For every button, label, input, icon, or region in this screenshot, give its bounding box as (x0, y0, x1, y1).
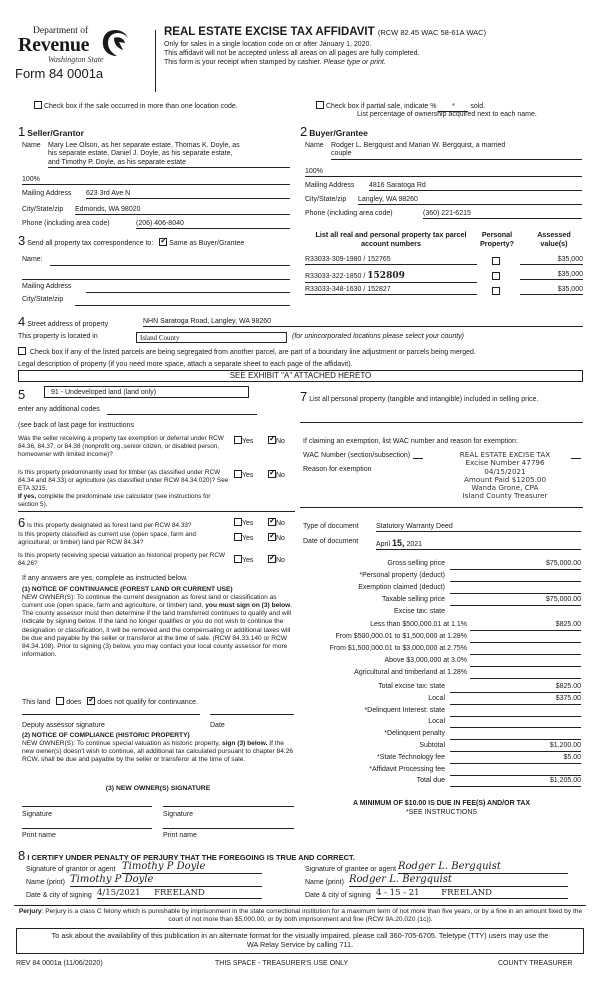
parcel-number: R33033-309-1980 / 152765 (305, 256, 391, 263)
deputy-signature-field[interactable] (22, 714, 200, 715)
legal-description-field[interactable]: SEE EXHIBIT "A" ATTACHED HERETO (18, 370, 583, 382)
buyer-heading-text: Buyer/Grantee (309, 128, 368, 138)
grantor-signature[interactable]: Timothy P Doyle (122, 861, 262, 874)
tax-row-label: From $1,500,000.01 to $3,000,000 at 2.75% (329, 645, 467, 652)
does-not-checkbox[interactable] (87, 697, 95, 705)
tax-row-label: Less than $500,000.01 at 1.1% (370, 621, 467, 628)
q5-no[interactable] (268, 555, 285, 565)
county-treasurer-label: COUNTY TREASURER (498, 960, 573, 967)
does-label: does (66, 699, 82, 706)
seller-heading (18, 124, 84, 140)
tax-row-label: Excise tax: state (394, 608, 445, 615)
tax-row-value[interactable] (450, 718, 581, 728)
tax-row-label: From $500,000.01 to $1,500,000 at 1.28% (335, 633, 467, 640)
stamp-line: REAL ESTATE EXCISE TAX (459, 450, 551, 459)
continuance-row (22, 697, 198, 707)
dor-logo-icon (100, 28, 130, 58)
tax-row-label: Agricultural and timberland at 1.28% (354, 669, 467, 676)
print-name-label-1: Print name (22, 832, 56, 839)
q4-yes[interactable] (234, 533, 253, 543)
correspondence-row (18, 233, 244, 249)
grantee-date-label: Date & city of signing (305, 892, 371, 899)
no-label: No (276, 472, 285, 479)
seller-phone-field[interactable]: (206) 406-8040 (136, 220, 290, 229)
buyer-name-field[interactable] (331, 142, 582, 160)
section-number-6: 6 (18, 515, 26, 530)
assessed-value-3[interactable]: $35,000 (520, 286, 583, 295)
multi-location-label: Check box if the sale occurred in more than one location code. (43, 103, 238, 110)
personal-property-header: Personal Property? (480, 230, 514, 248)
same-as-buyer-checkbox[interactable] (159, 238, 167, 246)
form-number: Form 84 0001a (15, 66, 104, 81)
wac-field-end (571, 458, 581, 459)
stamp-line: Wanda Grone, CPA (471, 483, 539, 493)
personal-checkbox-3[interactable] (492, 287, 500, 297)
doc-type-label: Type of document (303, 523, 359, 530)
stamp-line: Amount Paid $1205.00 (463, 474, 547, 484)
yes-label: Yes (242, 472, 254, 479)
doc-date-year: 2021 (406, 541, 423, 548)
personal-checkbox-2[interactable] (492, 272, 500, 282)
does-not-label: does not qualify for continuance. (97, 699, 198, 706)
q1-yes[interactable] (234, 436, 253, 446)
tax-row-label: Taxable selling price (381, 596, 445, 603)
q2-no[interactable] (268, 470, 285, 480)
q4-no[interactable] (268, 533, 285, 543)
county-note: (for unincorporated locations please select your county) (292, 333, 464, 340)
tax-row-label: Total excise tax: state (378, 683, 445, 690)
tax-row-value (450, 608, 581, 618)
personal-checkbox-1[interactable] (492, 257, 500, 267)
buyer-phone-label: Phone (including area code) (305, 210, 393, 217)
corr-name-field-2[interactable] (22, 270, 290, 280)
timber-question-text: Is this property predominantly used for timber (as classified under RCW 84.34 and 84.33) or agriculture (as classified under RCW 84.34.020)? See ETA 3215. (18, 469, 229, 492)
located-label: This property is located in (18, 333, 98, 340)
tax-row-label: Exemption claimed (deduct) (358, 584, 445, 591)
timber-if-yes: If yes, (18, 493, 37, 500)
grantor-date-field[interactable] (97, 888, 262, 899)
owner-signature-1[interactable] (22, 806, 152, 807)
notice1-text-b: . The county assessor must then determine if the land transferred continues to qualify and will indicate by signing below. If the land no longer qualifies or you do not wish to continue the designation or classification, it will be removed and the compensating or additional taxes will be due and payable by the seller or transferor at the time of sale. (RCW 84.33.140 or RCW 84.34.108). Prior to signing (3) below, you may contact your local county assessor for more information. (22, 602, 293, 658)
additional-codes-field[interactable] (107, 406, 257, 415)
grantee-city: FREELAND (441, 888, 492, 898)
buyer-city-field[interactable]: Langley, WA 98260 (358, 196, 582, 205)
owner-signature-2[interactable] (163, 806, 294, 807)
partial-sale-label: Check box if partial sale, indicate % (325, 103, 437, 110)
assessed-value-2[interactable]: $35,000 (520, 271, 583, 280)
notice-continuance (22, 586, 294, 659)
tax-row-label: *Affidavit Processing fee (369, 765, 445, 773)
tax-row-label: Total due (416, 777, 445, 785)
tax-row-value[interactable]: $1,200.00 (450, 742, 581, 752)
tax-row-label: Subtotal (419, 742, 445, 749)
seller-mailing-label: Mailing Address (22, 190, 72, 197)
notice1-text-a: NEW OWNER(S): To continue the current designation as forest land or classification as current use (open space, farm and agriculture, or timber) land, (22, 594, 277, 610)
segregated-checkbox[interactable] (18, 347, 26, 355)
tax-row-value[interactable] (450, 766, 581, 776)
deputy-signature-label: Deputy assessor signature (22, 722, 105, 729)
grantor-date-label: Date & city of signing (26, 892, 92, 899)
buyer-phone-field[interactable]: (360) 221-6215 (423, 210, 582, 219)
section-number-4: 4 (18, 314, 26, 329)
seller-phone-label: Phone (including area code) (22, 220, 110, 227)
section-number-8: 8 (18, 848, 26, 863)
corr-mailing-field[interactable] (86, 283, 290, 293)
seller-percent-field[interactable]: 100% (22, 176, 290, 185)
header-divider (155, 30, 156, 92)
seller-name-line2: his separate estate, Daniel J. Doyle, as his separate estate, (48, 150, 233, 158)
notice1-bold: you must sign on (3) below (205, 602, 291, 610)
parcel-row-3[interactable] (305, 286, 477, 295)
q2-yes[interactable] (234, 470, 253, 480)
parcel-number: R33033-322-1850 / (305, 273, 368, 280)
seller-name-line1: Mary Lee Olson, as her separate estate, Thomas K. Doyle, as (48, 142, 240, 149)
historic-question: Is this property receiving special valuation as historical property per RCW 84.26? (18, 552, 226, 567)
seller-name-field[interactable] (48, 142, 290, 168)
parcel-handwritten: 152809 (367, 271, 405, 281)
buyer-mailing-label: Mailing Address (305, 182, 355, 189)
deputy-date-field[interactable] (210, 714, 294, 715)
tax-row-label: Local (428, 694, 445, 702)
treasurer-stamp (440, 451, 570, 501)
logo-state-text: Washington State (48, 55, 104, 64)
signature-label-1: Signature (22, 811, 52, 818)
title-rcw: (RCW 82.45 WAC 58-61A WAC) (377, 28, 487, 37)
notice2-text-a: NEW OWNER(S): To continue special valuation as historic property, (22, 740, 221, 748)
tax-row-label: Gross selling price (387, 560, 445, 567)
seller-city-field[interactable]: Edmonds, WA 98020 (75, 206, 290, 215)
grantee-date-field[interactable] (376, 888, 568, 899)
section-number-2: 2 (300, 124, 308, 139)
owner-print-1[interactable] (22, 828, 152, 829)
tax-row-value[interactable] (470, 657, 581, 667)
no-label: No (276, 557, 285, 564)
if-yes-note: If any answers are yes, complete as instructed below. (22, 575, 188, 582)
seller-mailing-field[interactable]: 623 3rd Ave N (86, 190, 290, 199)
notice2-text-b: If the new owner(s) doesn't wish to continue, all additional tax calculated pursuant to chapter 84.26 RCW, shall be due and payable by the seller or transferor at the time of sale. (22, 740, 294, 764)
grantor-name-label: Name (print) (26, 879, 65, 886)
stamp-line: Excise Number 47796 (465, 458, 545, 468)
reason-field[interactable] (300, 507, 583, 508)
yes-label: Yes (242, 557, 254, 564)
logo-department-text: Department of (33, 26, 89, 36)
street-label: Street address of property (27, 321, 109, 328)
personal-property-label: List all personal property (tangible and intangible) included in selling price. (309, 396, 539, 403)
tax-row-value[interactable] (450, 572, 581, 582)
exemption-question: Was the seller receiving a property tax exemption or deferral under RCW 84.36, 84.37, or 84.38 (nonprofit org.,senior citizen, or disabled person, homeowner with limited income)? (18, 435, 224, 458)
grantee-name-label: Name (print) (305, 879, 344, 886)
timber-question (18, 469, 230, 509)
tax-row-label: *State Technology fee (377, 753, 445, 761)
doc-date-label: Date of document (303, 538, 359, 545)
tax-row-value[interactable] (450, 707, 581, 717)
parcel-row-1[interactable] (305, 256, 477, 265)
subtitle-3-text: This form is your receipt when stamped by cashier. (164, 59, 322, 66)
corr-mailing-label: Mailing Address (22, 283, 72, 290)
perjury-note (18, 908, 583, 924)
title-text: REAL ESTATE EXCISE TAX AFFIDAVIT (164, 26, 375, 38)
subtitle-2: This affidavit will not be accepted unless all areas on all pages are fully completed. (164, 50, 420, 57)
tax-row-value[interactable]: $75,000.00 (450, 560, 581, 570)
buyer-percent-field[interactable]: 100% (305, 168, 582, 177)
section-number-5: 5 (18, 387, 26, 402)
page-title (164, 26, 486, 40)
grantor-city: FREELAND (154, 888, 205, 898)
tax-row-value[interactable]: $1,205.00 (450, 777, 581, 787)
grantor-sig-label: Signature of grantor or agent (26, 866, 116, 873)
treasurer-space-label: THIS SPACE - TREASURER'S USE ONLY (215, 960, 349, 967)
buyer-name-label: Name (305, 142, 324, 149)
buyer-mailing-field[interactable]: 4816 Saratoga Rd (369, 182, 582, 191)
doc-date-day: 15, (391, 538, 405, 548)
wac-field[interactable] (413, 458, 423, 459)
assessed-value-1[interactable]: $35,000 (520, 256, 583, 265)
section-divider (18, 511, 295, 512)
q3-yes[interactable] (234, 518, 253, 528)
tax-row-value[interactable] (470, 669, 581, 679)
personal-property-field[interactable] (300, 422, 583, 423)
wac-label: WAC Number (section/subsection) (303, 452, 411, 459)
section-number-1: 1 (18, 124, 26, 139)
multi-location-row (34, 101, 238, 111)
stamp-line: Island County Treasurer (462, 491, 548, 501)
tax-row-value[interactable]: $375.00 (450, 695, 581, 705)
doc-date-field[interactable] (376, 538, 581, 550)
corr-name-field[interactable] (50, 256, 290, 266)
tax-row-value[interactable] (450, 584, 581, 594)
tax-row-value[interactable]: $5.00 (450, 754, 581, 764)
doc-type-field[interactable]: Statutory Warranty Deed (376, 523, 581, 532)
additional-codes-label: enter any additional codes (18, 406, 100, 413)
segregated-row (18, 347, 476, 357)
seller-city-label: City/State/zip (22, 206, 64, 213)
grantee-signature[interactable]: Rodger L. Bergquist (398, 861, 568, 874)
county-select[interactable]: Island County (136, 332, 287, 343)
notice1-heading: (1) NOTICE OF CONTINUANCE (FOREST LAND OR CURRENT USE) (22, 586, 233, 593)
tax-row-value[interactable]: $825.00 (450, 683, 581, 693)
owner-print-2[interactable] (163, 828, 294, 829)
tax-row-label: Above $3,000,000 at 3.0% (384, 657, 467, 664)
signature-label-2: Signature (163, 811, 193, 818)
partial-sale-sold-label: sold. (470, 103, 486, 110)
notice2-heading: (2) NOTICE OF COMPLIANCE (HISTORIC PROPERTY) (22, 732, 190, 739)
assessed-value-header: Assessed value(s) (537, 230, 571, 248)
partial-sale-checkbox[interactable] (316, 101, 324, 109)
grantee-sig-label: Signature of grantee or agent (305, 866, 397, 873)
grantee-name-field[interactable]: Rodger L. Bergquist (349, 874, 568, 887)
this-land-label: This land (22, 699, 51, 706)
instructions-note: (see back of last page for instructions (18, 422, 134, 429)
yes-label: Yes (242, 520, 254, 527)
deputy-date-label: Date (210, 722, 225, 729)
tax-row-label: *Delinquent Interest: state (364, 706, 445, 714)
reason-label: Reason for exemption (303, 466, 372, 473)
yes-label: Yes (242, 438, 254, 445)
notice2-bold: sign (3) below. (221, 740, 268, 748)
forest-question (18, 515, 230, 531)
segregated-label: Check box if any of the listed parcels are being segregated from another parcel, are part of a boundary line adjustment or parcels being merged. (29, 349, 476, 356)
buyer-city-label: City/State/zip (305, 196, 347, 203)
accessibility-note: To ask about the availability of this publication in an alternate format for the visually impaired, please call 360-705-6705. Teletype (TTY) users may use the WA Relay Service by calling 711. (16, 928, 584, 954)
seller-name-line3: and Timothy P. Doyle, as his separate estate (48, 159, 290, 168)
grantor-name-field[interactable]: Timothy P Doyle (70, 874, 262, 887)
no-label: No (276, 520, 285, 527)
tax-row-label: Local (428, 718, 445, 726)
buyer-heading (300, 124, 368, 140)
legal-description-label: Legal description of property (if you need more space, attach a separate sheet to each page of the affidavit). (18, 361, 353, 368)
print-name-label-2: Print name (163, 832, 197, 839)
current-use-question: Is this property classified as current use (open space, farm and agricultural, or timber) land per RCW 84.34? (18, 531, 196, 546)
ownership-note: List percentage of ownership acquired next to each name. (357, 111, 537, 118)
parcel-row-2[interactable] (305, 271, 477, 283)
corr-name-label: Name: (22, 256, 43, 263)
certify-text: I CERTIFY UNDER PENALTY OF PERJURY THAT THE FOREGOING IS TRUE AND CORRECT. (27, 853, 355, 862)
buyer-name-line2: couple (331, 150, 582, 159)
yes-label: Yes (242, 535, 254, 542)
q1-no[interactable] (268, 436, 285, 446)
tax-row-label: *Personal property (deduct) (359, 572, 445, 579)
revision-code: REV 84 0001a (11/06/2020) (16, 960, 103, 967)
exemption-label: If claiming an exemption, list WAC number and reason for exemption: (303, 438, 518, 445)
multi-location-checkbox[interactable] (34, 101, 42, 109)
section-number-3: 3 (18, 233, 26, 248)
corr-city-label: City/State/zip (22, 296, 64, 303)
street-address-field[interactable]: NHN Saratoga Road, Langley, WA 98260 (143, 318, 583, 327)
tax-row-value[interactable]: $825.00 (470, 621, 581, 631)
parcel-header: List all real and personal property tax parcel account numbers (315, 230, 467, 248)
land-use-select[interactable]: 91 - Undeveloped land (land only) (44, 386, 249, 398)
tax-row-value[interactable]: $75,000.00 (450, 596, 581, 606)
doc-date-month: April (376, 541, 391, 548)
minimum-note: A MINIMUM OF $10.00 IS DUE IN FEE(S) AND/OR TAX (352, 800, 531, 807)
partial-sale-percent[interactable]: * (438, 103, 468, 112)
tax-row-value[interactable] (470, 645, 581, 655)
q5-yes[interactable] (234, 555, 253, 565)
seller-heading-text: Seller/Grantor (27, 128, 84, 138)
section7-label (300, 389, 583, 405)
logo-revenue-text: Revenue (18, 34, 90, 56)
subtitle-1: Only for sales in a single location code on or after January 1, 2020. (164, 41, 372, 48)
tax-row-value[interactable] (450, 730, 581, 740)
does-checkbox[interactable] (56, 697, 64, 705)
see-instructions: *SEE INSTRUCTIONS (405, 809, 478, 816)
subtitle-3-italic: Please type or print. (323, 59, 386, 66)
perjury-bold: Perjury (18, 908, 42, 915)
tax-row-label: *Delinquent penalty (384, 730, 445, 738)
street-row (18, 314, 108, 330)
buyer-name-line1: Rodger L. Bergquist and Marian W. Bergquist, a married (331, 142, 506, 149)
corr-city-field[interactable] (75, 296, 290, 306)
forest-question-text: Is this property designated as forest land per RCW 84.33? (27, 522, 192, 529)
seller-name-label: Name (22, 142, 41, 149)
same-as-buyer-label: Same as Buyer/Grantee (169, 240, 245, 247)
notice-compliance (22, 732, 294, 764)
tax-row-value[interactable] (470, 633, 581, 643)
perjury-text: : Perjury is a class C felony which is punishable by imprisonment in the state correctional institution for a maximum term of not more than five years, or by a fine in an amount fixed by the court of not more than $5,000.00, or by both imprisonment and fine (RCW 9A.20.020 (1c)). (41, 908, 583, 924)
stamp-line: 04/15/2021 (484, 466, 526, 476)
section-number-7: 7 (300, 389, 308, 404)
no-label: No (276, 535, 285, 542)
no-label: No (276, 438, 285, 445)
owner-signature-heading: (3) NEW OWNER(S) SIGNATURE (105, 785, 211, 792)
grantee-date: 4 - 15 - 21 (376, 888, 420, 898)
grantor-date: 4/15/2021 (97, 888, 141, 898)
timber-question-text-b: complete the predominate use calculator (see instructions for section 5). (18, 493, 211, 508)
footer-divider (14, 905, 586, 906)
q3-no[interactable] (268, 518, 285, 528)
subtitle-3 (164, 59, 386, 67)
correspondence-label: Send all property tax correspondence to: (27, 240, 154, 247)
parcel-number: R33033-348-1630 / 152827 (305, 286, 391, 293)
